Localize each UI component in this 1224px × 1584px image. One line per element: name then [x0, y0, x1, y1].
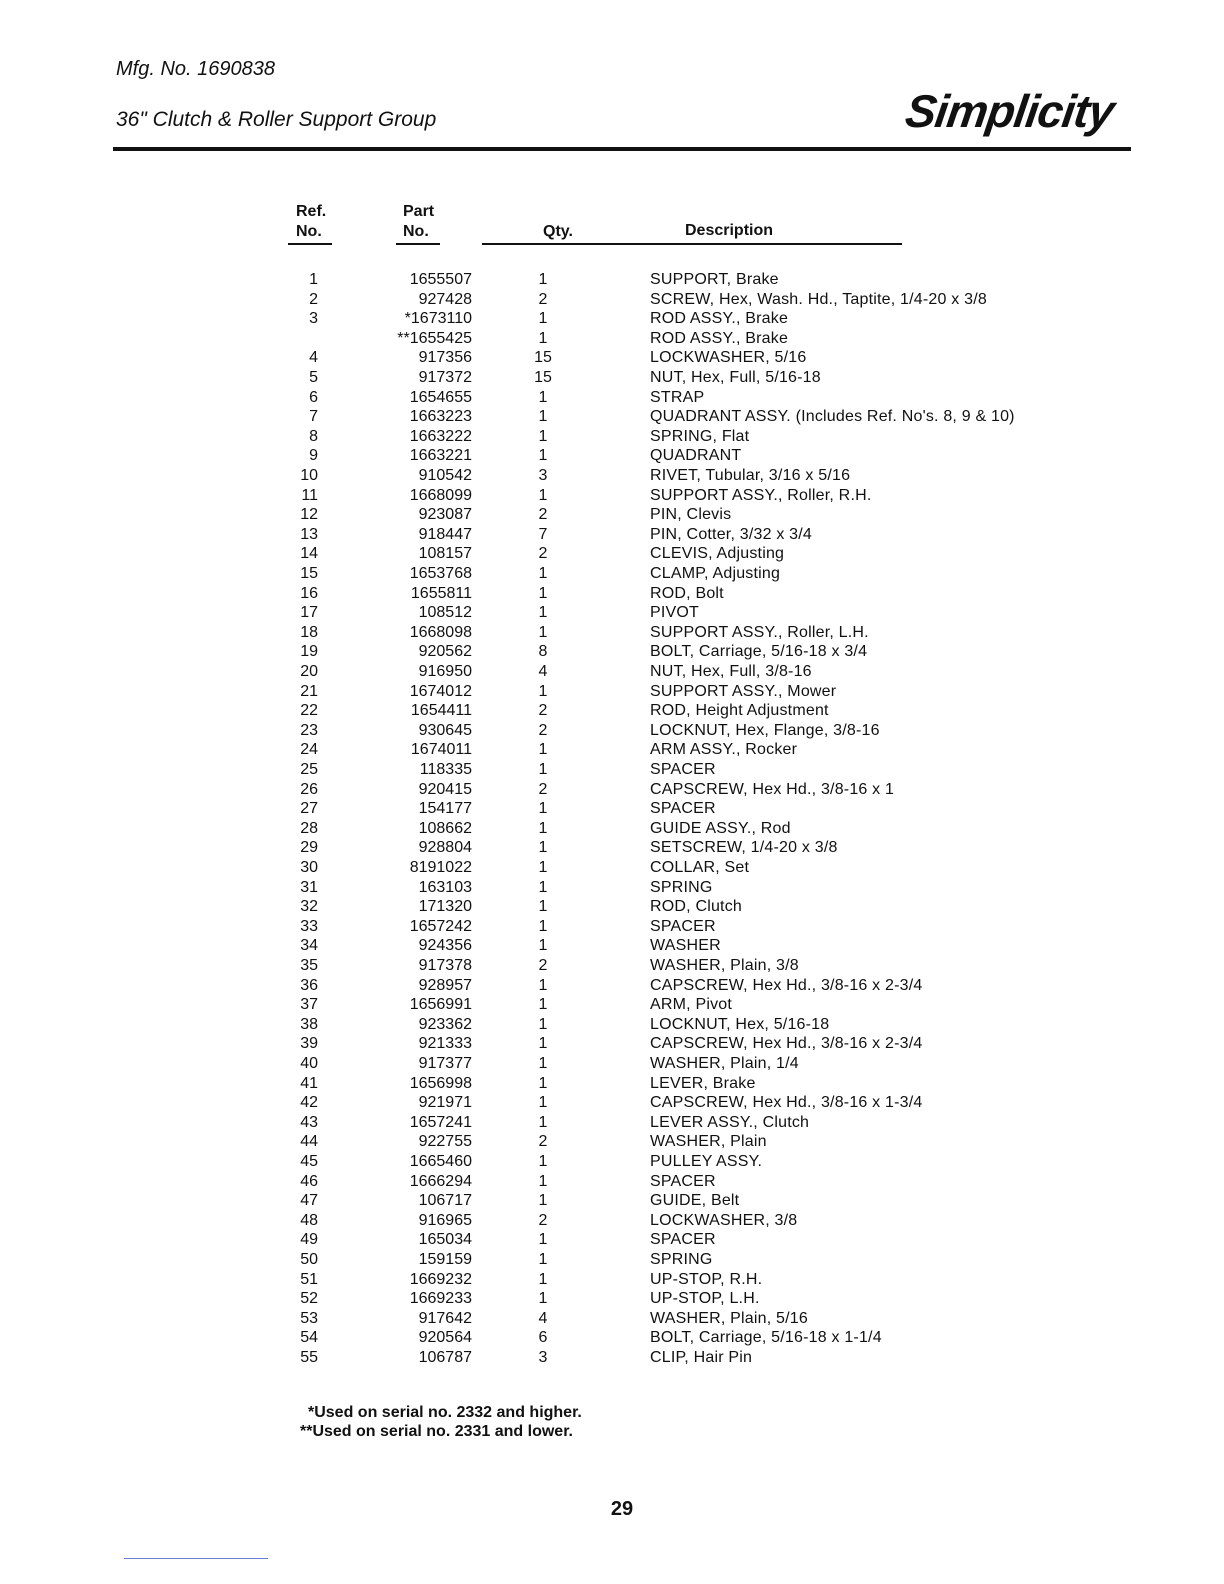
ref-cell: 28 [300, 819, 318, 837]
description-cell: SUPPORT ASSY., Roller, R.H. [650, 486, 872, 504]
description-cell: WASHER, Plain, 1/4 [650, 1055, 799, 1072]
qty-cell: 2 [538, 545, 548, 563]
qty-cell: 1 [538, 310, 548, 328]
qty-cell: 2 [538, 780, 548, 798]
part-cell: 917372 [418, 369, 472, 386]
qty-cell: 1 [538, 1094, 548, 1112]
description-cell: LEVER ASSY., Clutch [650, 1113, 810, 1131]
part-cell: 106717 [418, 1192, 472, 1210]
ref-cell: 53 [300, 1309, 318, 1327]
description-cell: LOCKWASHER, 3/8 [650, 1211, 798, 1229]
description-cell: PIN, Clevis [650, 506, 732, 524]
part-cell: 1654411 [410, 702, 472, 720]
part-cell: 159159 [418, 1251, 472, 1268]
description-cell: ROD, Height Adjustment [650, 702, 829, 720]
header-description: Description [685, 222, 774, 239]
qty-cell: 4 [538, 663, 548, 680]
qty-cell: 2 [538, 290, 548, 308]
header-part-no [403, 202, 434, 242]
ref-cell: 48 [300, 1211, 318, 1229]
description-cell: BOLT, Carriage, 5/16-18 x 1-1/4 [650, 1329, 882, 1347]
part-cell: 917377 [418, 1055, 472, 1072]
part-cell: 923362 [418, 1015, 472, 1033]
ref-cell: 16 [300, 584, 318, 602]
part-cell: 1657242 [409, 917, 472, 935]
qty-cell: 1 [538, 1251, 548, 1268]
description-cell: CAPSCREW, Hex Hd., 3/8-16 x 2-3/4 [650, 976, 923, 994]
qty-cell: 1 [538, 1113, 548, 1131]
qty-cell: 1 [538, 937, 548, 955]
qty-cell: 15 [534, 349, 552, 367]
qty-cell: 2 [538, 721, 548, 739]
header-part-line2: No. [403, 223, 429, 240]
ref-cell: 24 [300, 741, 318, 759]
ref-cell: 32 [300, 898, 318, 916]
part-cell: 920415 [418, 780, 472, 798]
description-cell: PULLEY ASSY. [650, 1153, 763, 1170]
part-cell: 921333 [418, 1035, 472, 1053]
ref-cell: 36 [300, 976, 318, 994]
description-cell: RIVET, Tubular, 3/16 x 5/16 [650, 467, 851, 484]
ref-cell: 14 [300, 545, 318, 563]
ref-cell: 4 [309, 349, 318, 367]
part-cell: 1669232 [409, 1270, 472, 1288]
qty-cell: 1 [538, 1231, 548, 1249]
qty-cell: 1 [538, 859, 548, 876]
part-cell: 910542 [418, 467, 472, 484]
description-cell: LEVER, Brake [650, 1074, 756, 1092]
part-cell: 1674011 [410, 741, 472, 759]
description-cell: SPACER [650, 917, 716, 935]
part-cell: 917356 [418, 349, 472, 367]
part-cell: 1668098 [409, 623, 472, 641]
part-cell: 165034 [418, 1231, 472, 1249]
qty-cell: 2 [538, 506, 548, 524]
ref-cell: 17 [300, 604, 318, 622]
ref-cell: 30 [300, 859, 318, 876]
ref-cell: 33 [300, 917, 318, 935]
qty-cell: 1 [538, 623, 548, 641]
part-cell: 1668099 [409, 486, 472, 504]
part-cell: 163103 [418, 878, 472, 896]
qty-cell: 4 [538, 1309, 548, 1327]
ref-cell: 3 [309, 310, 318, 328]
ref-cell: 35 [300, 957, 318, 974]
ref-cell: 15 [300, 565, 318, 582]
part-cell: 1654655 [409, 388, 472, 406]
qty-cell: 1 [538, 427, 548, 445]
description-cell: SUPPORT ASSY., Roller, L.H. [650, 623, 869, 641]
ref-cell: 39 [300, 1035, 318, 1053]
ref-cell: 47 [300, 1192, 318, 1210]
ref-cell: 9 [309, 447, 318, 465]
part-cell: 1656998 [409, 1074, 472, 1092]
brand-logo: Simplicity [902, 85, 1117, 137]
qty-cell: 1 [538, 839, 548, 857]
part-cell: 108157 [418, 545, 472, 563]
part-cell: 923087 [418, 506, 472, 524]
part-cell: 920564 [418, 1329, 472, 1347]
qty-cell: 1 [538, 1192, 548, 1210]
qty-cell: 3 [538, 1349, 548, 1366]
description-cell: CAPSCREW, Hex Hd., 3/8-16 x 1-3/4 [650, 1094, 923, 1112]
qty-cell: 2 [538, 1211, 548, 1229]
description-cell: LOCKWASHER, 5/16 [650, 349, 807, 367]
description-cell: SPRING, Flat [650, 427, 750, 445]
ref-cell: 23 [300, 721, 318, 739]
description-cell: SPACER [650, 1172, 716, 1190]
description-cell: LOCKNUT, Hex, 5/16-18 [650, 1015, 830, 1033]
ref-cell: 51 [300, 1270, 318, 1288]
header-ref-line1: Ref. [296, 203, 327, 220]
qty-cell: 7 [538, 525, 548, 543]
description-cell: ROD ASSY., Brake [650, 310, 789, 328]
description-cell: PIVOT [650, 604, 700, 622]
part-cell: 916965 [418, 1211, 472, 1229]
ref-cell: 5 [309, 369, 318, 386]
qty-cell: 1 [538, 1074, 548, 1092]
footnote-double: **Used on serial no. 2331 and lower. [300, 1423, 573, 1440]
ref-cell: 22 [300, 702, 318, 720]
qty-cell: 1 [538, 682, 548, 700]
ref-cell: 10 [300, 467, 318, 484]
description-cell: COLLAR, Set [650, 859, 750, 876]
group-title: 36" Clutch & Roller Support Group [116, 108, 437, 131]
ref-cell: 13 [300, 525, 318, 543]
ref-cell: 49 [300, 1231, 318, 1249]
qty-cell: 1 [538, 1015, 548, 1033]
ref-cell: 31 [300, 878, 318, 896]
header-underline [288, 243, 332, 245]
description-cell: SPRING [650, 878, 713, 896]
ref-cell: 6 [309, 388, 318, 406]
qty-cell: 1 [538, 271, 548, 288]
description-cell: NUT, Hex, Full, 3/8-16 [650, 663, 812, 680]
ref-cell: 27 [300, 800, 318, 818]
description-cell: GUIDE, Belt [650, 1192, 740, 1210]
mfg-number: Mfg. No. 1690838 [116, 58, 275, 80]
ref-cell: 7 [309, 408, 318, 426]
part-cell: 921971 [418, 1094, 472, 1112]
qty-cell: 1 [538, 329, 548, 347]
footnote-single: *Used on serial no. 2332 and higher. [308, 1404, 582, 1421]
part-cell: 917642 [418, 1309, 472, 1327]
qty-cell: 1 [538, 1153, 548, 1170]
description-cell: ARM ASSY., Rocker [650, 741, 798, 759]
header-qty: Qty. [543, 223, 573, 240]
ref-cell: 19 [300, 643, 318, 661]
description-cell: STRAP [650, 388, 705, 406]
description-cell: CAPSCREW, Hex Hd., 3/8-16 x 1 [650, 780, 895, 798]
part-cell: 1655811 [410, 584, 472, 602]
part-cell: 920562 [418, 643, 472, 661]
description-cell: WASHER, Plain, 5/16 [650, 1309, 808, 1327]
description-cell: SUPPORT, Brake [650, 271, 779, 288]
qty-cell: 1 [538, 819, 548, 837]
part-cell: 1669233 [409, 1290, 472, 1308]
part-cell: 930645 [418, 721, 472, 739]
qty-cell: 1 [538, 388, 548, 406]
part-cell: 918447 [418, 525, 472, 543]
ref-cell: 42 [300, 1094, 318, 1112]
description-cell: WASHER, Plain, 3/8 [650, 957, 799, 974]
qty-cell: 15 [534, 369, 552, 386]
part-cell: 171320 [418, 898, 472, 916]
description-cell: LOCKNUT, Hex, Flange, 3/8-16 [650, 721, 880, 739]
part-cell: 118335 [419, 761, 472, 778]
qty-cell: 1 [538, 565, 548, 582]
header-rule [113, 147, 1131, 151]
qty-cell: 1 [538, 878, 548, 896]
qty-cell: 1 [538, 976, 548, 994]
description-cell: SPACER [650, 1231, 716, 1249]
qty-cell: 1 [538, 486, 548, 504]
part-cell: 1663223 [409, 408, 472, 426]
ref-cell: 44 [300, 1133, 318, 1151]
ref-cell: 46 [300, 1172, 318, 1190]
header-underline [482, 243, 902, 245]
qty-cell: 6 [538, 1329, 548, 1347]
qty-cell: 1 [538, 447, 548, 465]
part-cell: 927428 [418, 290, 472, 308]
description-cell: WASHER [650, 937, 721, 955]
description-cell: SPRING [650, 1251, 713, 1268]
ref-cell: 26 [300, 780, 318, 798]
qty-cell: 2 [538, 1133, 548, 1151]
part-cell: 1665460 [409, 1153, 472, 1170]
description-cell: WASHER, Plain [650, 1133, 767, 1151]
part-cell: 924356 [418, 937, 472, 955]
ref-cell: 54 [300, 1329, 318, 1347]
bottom-line [124, 1558, 268, 1559]
qty-cell: 1 [538, 1290, 548, 1308]
ref-cell: 1 [309, 271, 318, 288]
header-ref-line2: No. [296, 223, 322, 240]
part-cell: 108512 [418, 604, 472, 622]
ref-cell: 34 [300, 937, 318, 955]
part-cell: 1655507 [409, 271, 472, 288]
part-cell: 922755 [418, 1133, 472, 1151]
part-cell: 106787 [418, 1349, 472, 1366]
part-cell: *1673110 [404, 310, 472, 328]
description-cell: UP-STOP, L.H. [650, 1290, 760, 1308]
part-cell: 917378 [418, 957, 472, 974]
description-cell: SPACER [650, 761, 716, 778]
ref-cell: 43 [300, 1113, 318, 1131]
ref-cell: 8 [309, 427, 318, 445]
qty-cell: 1 [538, 1055, 548, 1072]
ref-cell: 11 [301, 486, 318, 504]
qty-cell: 1 [538, 584, 548, 602]
qty-cell: 2 [538, 957, 548, 974]
ref-cell: 45 [300, 1153, 318, 1170]
ref-cell: 55 [300, 1349, 318, 1366]
ref-cell: 38 [300, 1015, 318, 1033]
qty-cell: 1 [538, 408, 548, 426]
description-cell: CLIP, Hair Pin [650, 1349, 753, 1366]
description-cell: BOLT, Carriage, 5/16-18 x 3/4 [650, 643, 868, 661]
ref-cell: 29 [300, 839, 318, 857]
header-part-line1: Part [403, 203, 435, 220]
ref-cell: 2 [309, 290, 318, 308]
description-cell: QUADRANT [650, 447, 742, 465]
part-cell: 1663222 [409, 427, 472, 445]
qty-cell: 1 [538, 604, 548, 622]
description-cell: SETSCREW, 1/4-20 x 3/8 [650, 839, 838, 857]
ref-cell: 20 [300, 663, 318, 680]
description-cell: ROD, Bolt [650, 584, 724, 602]
header-ref-no [296, 202, 326, 242]
part-cell: 916950 [418, 663, 472, 680]
ref-cell: 12 [300, 506, 318, 524]
description-cell: ROD ASSY., Brake [650, 329, 789, 347]
part-cell: 1653768 [409, 565, 472, 582]
part-cell: 1657241 [409, 1113, 472, 1131]
ref-cell: 50 [300, 1251, 318, 1268]
ref-cell: 52 [300, 1290, 318, 1308]
part-cell: 1666294 [409, 1172, 472, 1190]
part-cell: 154177 [418, 800, 472, 818]
qty-cell: 1 [538, 1270, 548, 1288]
part-cell: **1655425 [397, 329, 472, 347]
part-cell: 108662 [418, 819, 472, 837]
part-cell: 928957 [418, 976, 472, 994]
header-underline [396, 243, 440, 245]
description-cell: PIN, Cotter, 3/32 x 3/4 [650, 525, 813, 543]
ref-cell: 21 [300, 682, 318, 700]
description-cell: UP-STOP, R.H. [650, 1270, 763, 1288]
description-cell: GUIDE ASSY., Rod [650, 819, 791, 837]
description-cell: SCREW, Hex, Wash. Hd., Taptite, 1/4-20 x 3/8 [650, 290, 987, 308]
part-cell: 928804 [418, 839, 472, 857]
qty-cell: 1 [538, 741, 548, 759]
qty-cell: 1 [538, 800, 548, 818]
description-cell: CLEVIS, Adjusting [650, 545, 785, 563]
page-number: 29 [610, 1498, 634, 1520]
description-cell: ARM, Pivot [650, 996, 733, 1014]
description-cell: QUADRANT ASSY. (Includes Ref. No's. 8, 9 & 10) [650, 408, 1015, 426]
ref-cell: 18 [300, 623, 318, 641]
qty-cell: 1 [538, 1035, 548, 1053]
description-cell: CLAMP, Adjusting [650, 565, 781, 582]
qty-cell: 1 [538, 761, 548, 778]
qty-cell: 3 [538, 467, 548, 484]
part-cell: 8191022 [409, 859, 472, 876]
part-cell: 1663221 [409, 447, 472, 465]
part-cell: 1674012 [409, 682, 472, 700]
description-cell: SPACER [650, 800, 716, 818]
qty-cell: 1 [538, 1172, 548, 1190]
ref-cell: 41 [300, 1074, 318, 1092]
description-cell: CAPSCREW, Hex Hd., 3/8-16 x 2-3/4 [650, 1035, 923, 1053]
description-cell: SUPPORT ASSY., Mower [650, 682, 837, 700]
qty-cell: 1 [538, 898, 548, 916]
description-cell: ROD, Clutch [650, 898, 742, 916]
qty-cell: 2 [538, 702, 548, 720]
ref-cell: 25 [300, 761, 318, 778]
qty-cell: 1 [538, 996, 548, 1014]
qty-cell: 1 [538, 917, 548, 935]
ref-cell: 40 [300, 1055, 318, 1072]
part-cell: 1656991 [409, 996, 472, 1014]
description-cell: NUT, Hex, Full, 5/16-18 [650, 369, 821, 386]
ref-cell: 37 [300, 996, 318, 1014]
qty-cell: 8 [538, 643, 548, 661]
